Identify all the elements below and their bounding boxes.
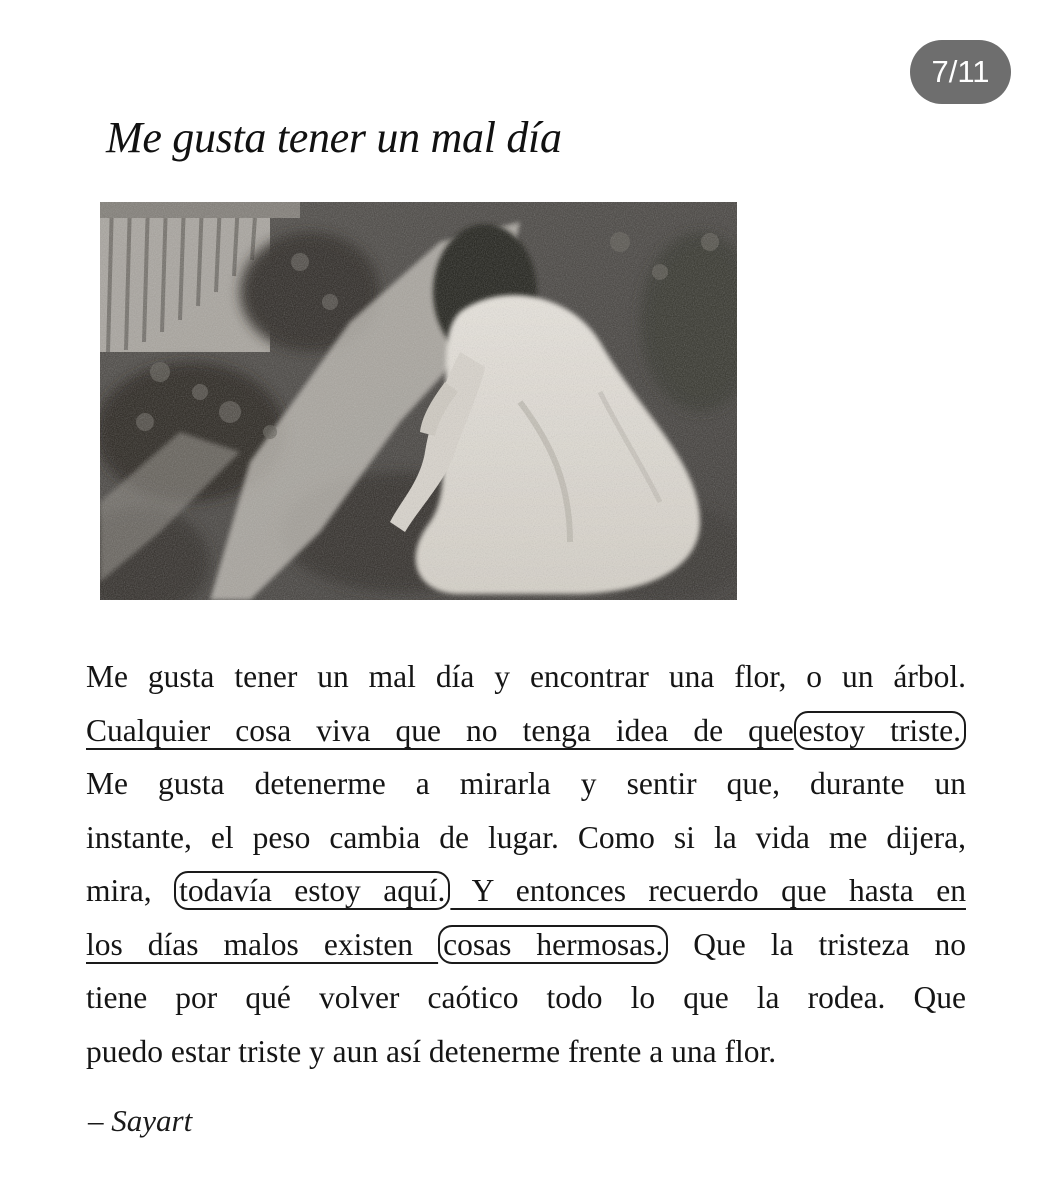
poem-body — [86, 650, 966, 1078]
circled-phrase: todavía estoy aquí. — [174, 871, 450, 910]
underlined-phrase: los días malos existen — [86, 926, 439, 962]
plain-phrase: Que la tristeza no — [668, 926, 966, 962]
author-signature: – Sayart — [88, 1103, 193, 1138]
page-title: Me gusta tener un mal día — [106, 113, 562, 162]
page-counter: 7/11 — [910, 40, 1011, 104]
text-line: puedo estar triste y aun así detenerme frente a una flor. — [86, 1033, 777, 1069]
text-line: instante, el peso cambia de lugar. Como si la vida me dijera, — [86, 819, 966, 855]
text-line — [86, 704, 966, 758]
text-line: tiene por qué volver caótico todo lo que la rodea. Que — [86, 980, 966, 1015]
underlined-phrase: Y entonces recuerdo que hasta en — [450, 873, 966, 908]
circled-phrase: cosas hermosas. — [438, 925, 668, 964]
text-line: Me gusta tener un mal día y encontrar una flor, o un árbol. — [86, 659, 966, 694]
text-line — [86, 918, 966, 972]
text-line — [86, 864, 966, 918]
circled-phrase: estoy triste. — [794, 711, 966, 750]
plain-phrase: mira, — [86, 873, 175, 908]
underlined-phrase: Cualquier cosa viva que no tenga idea de que — [86, 712, 794, 748]
photo-woman-kneeling — [100, 202, 737, 600]
text-line: Me gusta detenerme a mirarla y sentir que, durante un — [86, 766, 966, 801]
